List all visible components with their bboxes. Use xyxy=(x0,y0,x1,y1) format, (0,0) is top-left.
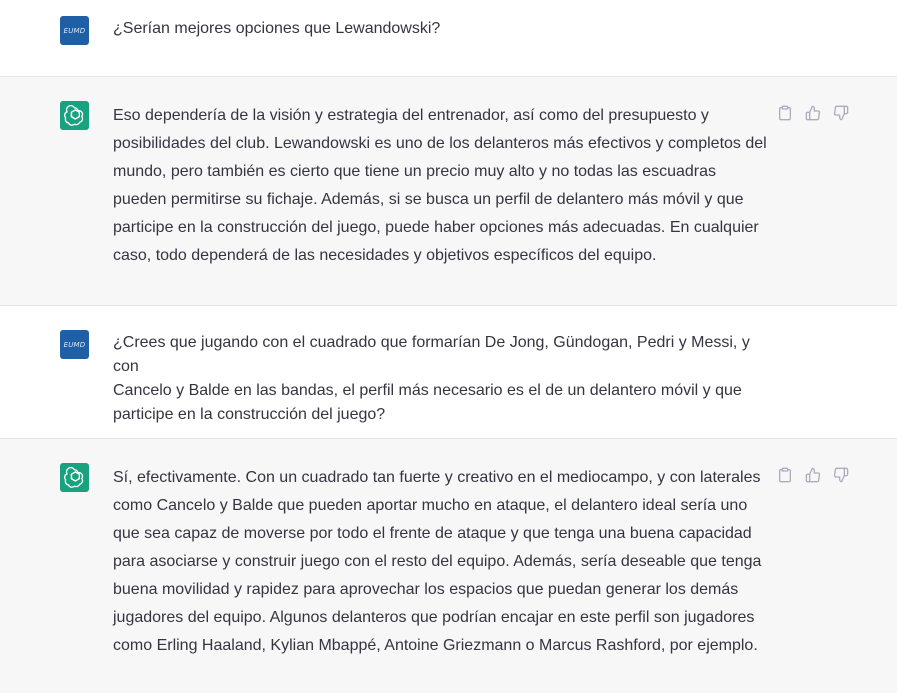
user-message xyxy=(0,306,897,438)
user-avatar xyxy=(60,16,89,45)
user-avatar-label: EUMD xyxy=(63,26,86,35)
thumbs-down-button[interactable] xyxy=(832,104,850,122)
clipboard-icon xyxy=(777,467,793,483)
thumbs-up-icon xyxy=(805,467,821,483)
thumbs-up-button[interactable] xyxy=(804,466,822,484)
assistant-avatar xyxy=(60,101,89,130)
user-message-text: ¿Crees que jugando con el cuadrado que formarían De Jong, Gündogan, Pedri y Messi, y con Cancelo y Balde en las bandas, el perfil más necesario es el de un delantero móvil y que participe en la construcción del juego? xyxy=(113,334,750,423)
thumbs-up-button[interactable] xyxy=(804,104,822,122)
user-message-text: ¿Serían mejores opciones que Lewandowski? xyxy=(113,20,441,37)
thumbs-down-button[interactable] xyxy=(832,466,850,484)
assistant-message xyxy=(0,77,897,305)
openai-logo-icon xyxy=(64,105,85,126)
assistant-message-text: Eso dependería de la visión y estrategia del entrenador, así como del presupuesto y posibilidades del club. Lewandowski es uno de los delanteros más efectivos y completos del mundo, pero también es cierto que tiene un precio muy alto y no todas las escuadras pueden permitirse su fichaje. Además, si se busca un perfil de delantero más móvil y que participe en la construcción del juego, puede haber opciones más adecuadas. En cualquier caso, todo dependerá de las necesidades y objetivos específicos del equipo. xyxy=(113,107,767,264)
copy-button[interactable] xyxy=(776,104,794,122)
thumbs-down-icon xyxy=(833,105,849,121)
copy-button[interactable] xyxy=(776,466,794,484)
assistant-message-text: Sí, efectivamente. Con un cuadrado tan fuerte y creativo en el mediocampo, y con laterales como Cancelo y Balde que pueden aportar mucho en ataque, el delantero ideal sería uno que sea capaz de moverse por todo el frente de ataque y que tenga una buena capacidad para asociarse y construir juego con el resto del equipo. Además, sería deseable que tenga buena movilidad y rapidez para aprovechar los espacios que puedan generar los demás jugadores del equipo. Algunos delanteros que podrían encajar en este perfil son jugadores como Erling Haaland, Kylian Mbappé, Antoine Griezmann o Marcus Rashford, por ejemplo. xyxy=(113,469,762,654)
thumbs-down-icon xyxy=(833,467,849,483)
openai-logo-icon xyxy=(64,467,85,488)
assistant-avatar xyxy=(60,463,89,492)
user-avatar-label: EUMD xyxy=(63,340,86,349)
message-actions xyxy=(776,464,856,486)
thumbs-up-icon xyxy=(805,105,821,121)
user-avatar xyxy=(60,330,89,359)
clipboard-icon xyxy=(777,105,793,121)
message-actions xyxy=(776,102,856,124)
user-message xyxy=(0,0,897,76)
assistant-message xyxy=(0,439,897,693)
